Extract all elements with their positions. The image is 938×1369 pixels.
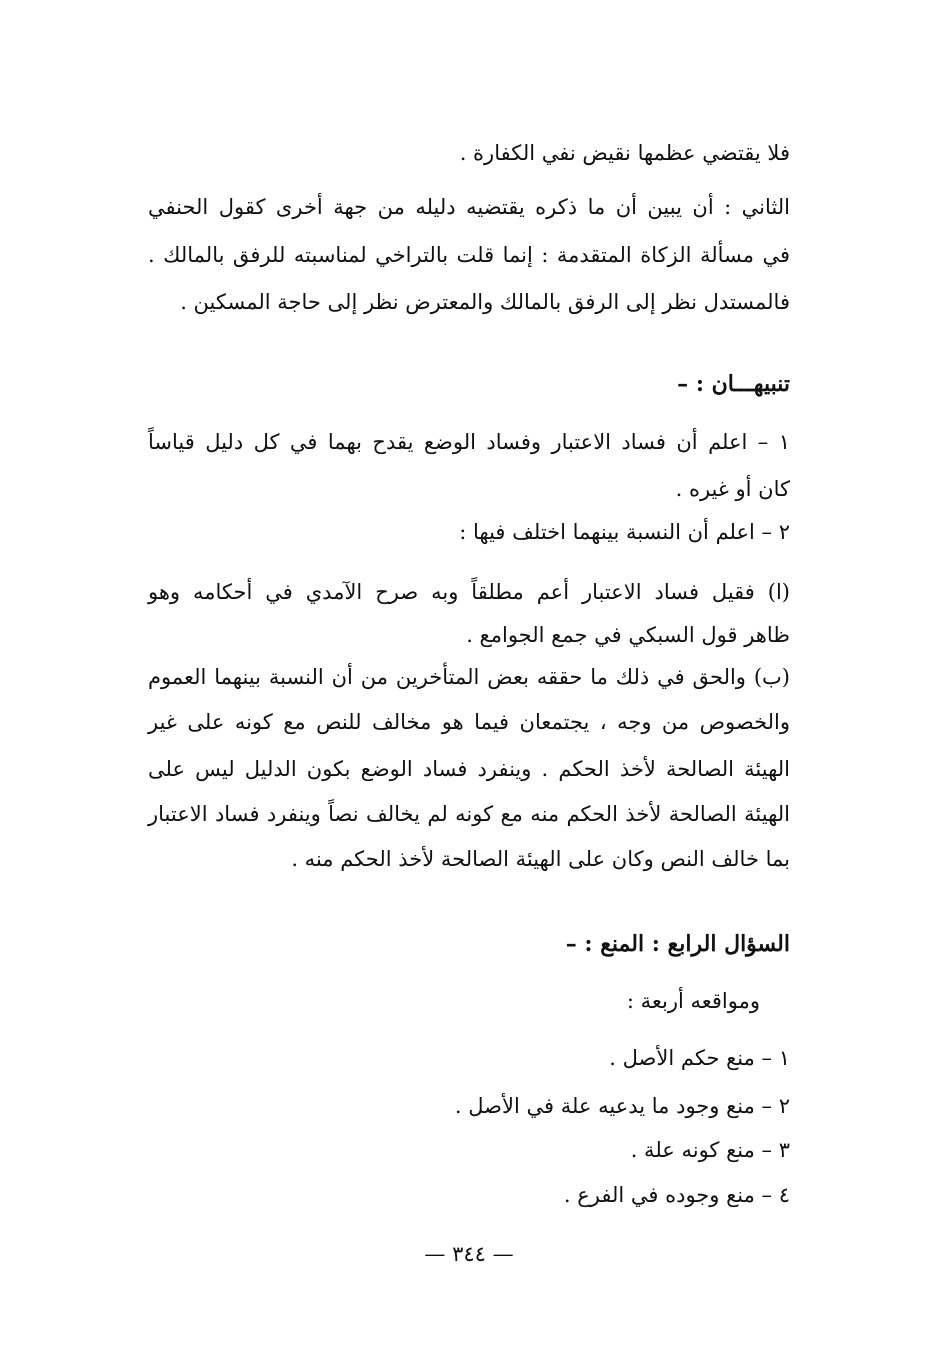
text-line: ١ – اعلم أن فساد الاعتبار وفساد الوضع يقدح بهما في كل دليل قياساً: [148, 430, 790, 454]
section-heading: تنبيهـــان : –: [677, 371, 790, 397]
text-line: الهيئة الصالحة لأخذ الحكم . وينفرد فساد الوضع بكون الدليل ليس على: [148, 757, 790, 781]
list-item: ٣ – منع كونه علة .: [630, 1138, 790, 1162]
text-line: ظاهر قول السبكي في جمع الجوامع .: [466, 623, 790, 647]
page-number: — ٣٤٤ —: [424, 1242, 514, 1266]
list-item: ١ – منع حكم الأصل .: [609, 1046, 790, 1070]
text-line: في مسألة الزكاة المتقدمة : إنما قلت بالتراخي لمناسبته للرفق بالمالك .: [148, 243, 790, 267]
text-line: الثاني : أن يبين أن ما ذكره يقتضيه دليله من جهة أخرى كقول الحنفي: [148, 195, 790, 219]
text-line: الهيئة الصالحة لأخذ الحكم منه مع كونه لم يخالف نصاً وينفرد فساد الاعتبار: [148, 802, 790, 826]
text-line: فلا يقتضي عظمها نقيض نفي الكفارة .: [459, 141, 790, 165]
section-heading: السؤال الرابع : المنع : –: [565, 931, 790, 957]
text-line: كان أو غيره .: [675, 477, 790, 501]
text-line: والخصوص من وجه ، يجتمعان فيما هو مخالف للنص مع كونه على غير: [148, 710, 790, 734]
text-line: ومواقعه أربعة :: [626, 989, 760, 1013]
list-item: ٢ – منع وجود ما يدعيه علة في الأصل .: [454, 1094, 790, 1118]
text-line: فالمستدل نظر إلى الرفق بالمالك والمعترض نظر إلى حاجة المسكين .: [180, 290, 790, 314]
text-line: بما خالف النص وكان على الهيئة الصالحة لأخذ الحكم منه .: [291, 847, 790, 871]
text-line: (ا) فقيل فساد الاعتبار أعم مطلقاً وبه صرح الآمدي في أحكامه وهو: [148, 580, 790, 604]
text-line: ٢ – اعلم أن النسبة بينهما اختلف فيها :: [459, 520, 790, 544]
list-item: ٤ – منع وجوده في الفرع .: [563, 1183, 790, 1207]
text-line: (ب) والحق في ذلك ما حققه بعض المتأخرين من أن النسبة بينهما العموم: [148, 665, 790, 689]
